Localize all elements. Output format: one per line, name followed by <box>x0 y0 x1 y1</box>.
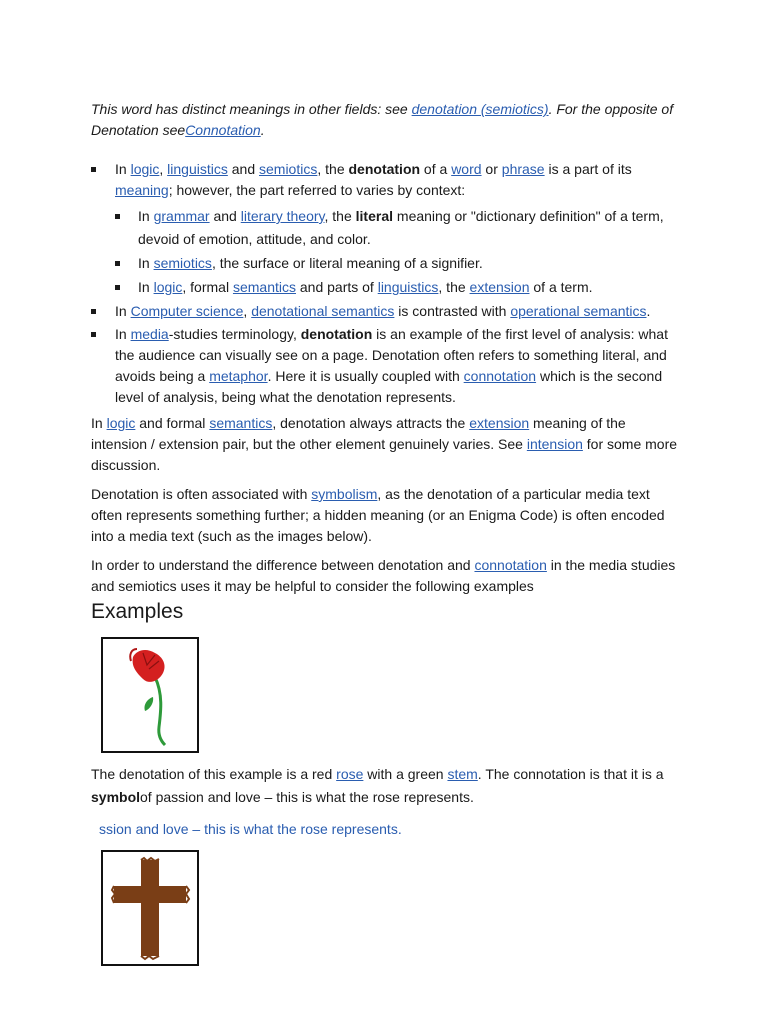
list-item: In logic, linguistics and semiotics, the denotation of a word or phrase is a part of its meaning; however, the part referred to varies by context: In grammar and literary theory, the literal meaning or "dictionary definition" of a term, devoid of emotion, attitude, and color. In semiotics, the surface or literal meaning of a signifier. In logic, formal semantics and parts of linguistics, the extension of a term. <box>91 159 681 299</box>
bold-term: symbol <box>91 789 141 805</box>
link-rose[interactable]: rose <box>336 766 364 782</box>
link-meaning[interactable]: meaning <box>115 182 169 198</box>
link-connotation[interactable]: connotation <box>474 557 547 573</box>
paragraph-logic: In logic and formal semantics, denotation always attracts the extension meaning of the intension / extension pair, but the other element genuinely varies. See intension for some more discussion. <box>91 415 678 473</box>
cross-image-frame <box>101 850 199 966</box>
link-media[interactable]: media <box>130 326 169 342</box>
link-computer-science[interactable]: Computer science <box>130 303 244 319</box>
link-logic[interactable]: logic <box>106 415 136 431</box>
link-word[interactable]: word <box>451 161 482 177</box>
list-item: In media-studies terminology, denotation is an example of the first level of analysis: what the audience can visually see on a page. Denotation often refers to something literal, and avoids being a metaphor. Here it is usually coupled with connotation which is the second level of analysis, being what the denotation represents. <box>91 324 681 408</box>
rose-icon <box>103 639 197 751</box>
link-linguistics[interactable]: linguistics <box>377 279 439 295</box>
link-literary-theory[interactable]: literary theory <box>240 208 325 224</box>
list-item: In logic, formal semantics and parts of linguistics, the extension of a term. <box>115 276 681 299</box>
link-intension[interactable]: intension <box>526 436 583 452</box>
list-item: In grammar and literary theory, the literal meaning or "dictionary definition" of a term, devoid of emotion, attitude, and color. <box>115 205 681 251</box>
link-connotation[interactable]: Connotation <box>185 122 261 138</box>
bold-term: denotation <box>348 161 421 177</box>
link-denotation-semiotics[interactable]: denotation (semiotics) <box>411 101 549 117</box>
cross-icon <box>103 852 197 964</box>
hatnote: This word has distinct meanings in other fields: see denotation (semiotics). For the opposite of Denotation seeConnotation. <box>91 101 674 138</box>
link-linguistics[interactable]: linguistics <box>167 161 228 177</box>
repeated-text-fragment: ssion and love – this is what the rose represents. <box>99 821 402 837</box>
link-phrase[interactable]: phrase <box>501 161 545 177</box>
link-metaphor[interactable]: metaphor <box>209 368 268 384</box>
link-semantics[interactable]: semantics <box>209 415 273 431</box>
link-denotational-semantics[interactable]: denotational semantics <box>251 303 395 319</box>
link-stem[interactable]: stem <box>447 766 478 782</box>
link-semiotics[interactable]: semiotics <box>259 161 318 177</box>
link-extension[interactable]: extension <box>469 415 530 431</box>
link-connotation[interactable]: connotation <box>463 368 537 384</box>
rose-caption: The denotation of this example is a red rose with a green stem. The connotation is that it is a symbolof passion and love – this is what the rose represents. <box>91 766 664 805</box>
examples-heading: Examples <box>91 600 184 623</box>
link-symbolism[interactable]: symbolism <box>311 486 378 502</box>
paragraph-symbolism: Denotation is often associated with symbolism, as the denotation of a particular media text often represents something further; a hidden meaning (or an Enigma Code) is often encoded into a media text (such as the images below). <box>91 486 665 544</box>
link-logic[interactable]: logic <box>153 279 183 295</box>
list-item: In semiotics, the surface or literal meaning of a signifier. <box>115 252 681 275</box>
link-extension[interactable]: extension <box>469 279 530 295</box>
link-operational-semantics[interactable]: operational semantics <box>510 303 647 319</box>
link-logic[interactable]: logic <box>130 161 160 177</box>
bold-term: literal <box>355 208 394 224</box>
link-grammar[interactable]: grammar <box>153 208 210 224</box>
bold-term: denotation <box>300 326 373 342</box>
paragraph-connotation: In order to understand the difference between denotation and connotation in the media studies and semiotics uses it may be helpful to consider the following examples <box>91 557 676 594</box>
link-semantics[interactable]: semantics <box>232 279 296 295</box>
meaning-list <box>91 159 681 410</box>
list-item: In Computer science, denotational semantics is contrasted with operational semantics. <box>91 301 681 322</box>
rose-image-frame <box>101 637 199 753</box>
link-semiotics[interactable]: semiotics <box>153 255 212 271</box>
sub-list <box>115 205 681 299</box>
